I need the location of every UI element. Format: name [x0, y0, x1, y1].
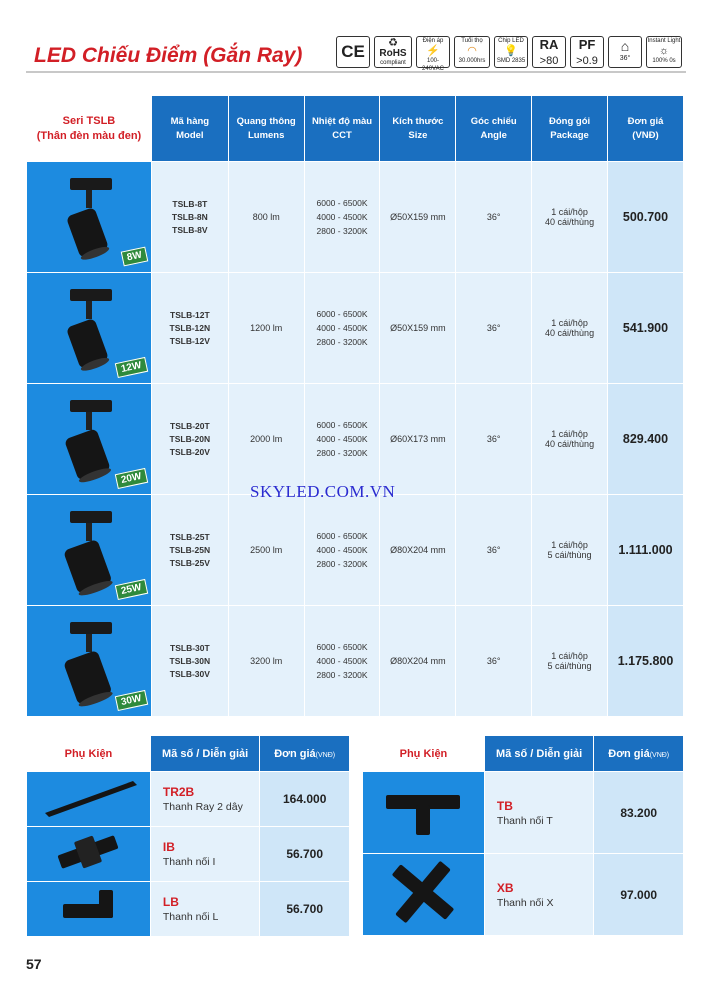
header-angle: Góc chiếu Angle: [456, 96, 532, 162]
header-price: Đơn giá(VNĐ): [594, 736, 684, 772]
angle-cell: 36°: [456, 162, 532, 273]
product-image: [27, 162, 152, 273]
size-cell: Ø50X159 mm: [380, 162, 456, 273]
lumens-cell: 2500 lm: [228, 495, 304, 606]
wattage-badge: 20W: [115, 468, 148, 489]
product-table: [26, 95, 684, 717]
size-cell: Ø80X204 mm: [380, 606, 456, 717]
accessories-header: [27, 736, 350, 772]
accessory-row: [363, 854, 684, 936]
accessory-image: [27, 772, 151, 827]
cct-cell: 6000 - 6500K 4000 - 4500K 2800 - 3200K: [304, 273, 380, 384]
pf-icon: PF >0.9: [570, 36, 604, 68]
series-header: Seri TSLB (Thân đèn màu đen): [27, 96, 152, 162]
accessories-table-right: [362, 735, 684, 936]
price-cell: 829.400: [608, 384, 684, 495]
model-cell: TSLB-12T TSLB-12N TSLB-12V: [151, 273, 228, 384]
package-cell: 1 cái/hộp 40 cái/thùng: [532, 384, 608, 495]
product-image: [27, 384, 152, 495]
rail-icon: [33, 775, 143, 819]
accessory-row: [27, 882, 350, 937]
accessory-row: [27, 827, 350, 882]
table-row: [27, 495, 684, 606]
header-model: Mã hàng Model: [151, 96, 228, 162]
wattage-badge: 30W: [115, 690, 148, 711]
accessory-image: [363, 854, 485, 936]
accessories-table-left: [26, 735, 350, 937]
accessory-row: [363, 772, 684, 854]
accessory-image: [27, 882, 151, 937]
chip-led-icon: Chip LED 💡 SMD 2835: [494, 36, 528, 68]
product-image: [27, 495, 152, 606]
angle-cell: 36°: [456, 606, 532, 717]
header-code: Mã số / Diễn giải: [150, 736, 259, 772]
cct-cell: 6000 - 6500K 4000 - 4500K 2800 - 3200K: [304, 384, 380, 495]
accessory-image: [27, 827, 151, 882]
package-cell: 1 cái/hộp 40 cái/thùng: [532, 273, 608, 384]
accessory-price: 83.200: [594, 772, 684, 854]
i-connector-icon: [33, 830, 143, 874]
accessories-header: [363, 736, 684, 772]
model-cell: TSLB-8T TSLB-8N TSLB-8V: [151, 162, 228, 273]
price-cell: 1.111.000: [608, 495, 684, 606]
accessory-desc: LB Thanh nối L: [150, 882, 259, 937]
table-row: [27, 606, 684, 717]
accessories-title: Phụ Kiện: [27, 736, 151, 772]
accessory-row: [27, 772, 350, 827]
cct-cell: 6000 - 6500K 4000 - 4500K 2800 - 3200K: [304, 162, 380, 273]
accessories-title: Phụ Kiện: [363, 736, 485, 772]
product-image: [27, 606, 152, 717]
x-connector-icon: [368, 855, 478, 929]
watermark: SKYLED.COM.VN: [250, 482, 396, 501]
price-cell: 1.175.800: [608, 606, 684, 717]
accessory-desc: XB Thanh nối X: [484, 854, 593, 936]
header-size: Kích thước Size: [380, 96, 456, 162]
accessory-desc: TB Thanh nối T: [484, 772, 593, 854]
voltage-icon: Điện áp ⚡ 100-240VAC: [416, 36, 450, 68]
cct-cell: 6000 - 6500K 4000 - 4500K 2800 - 3200K: [304, 495, 380, 606]
title-underline: [26, 71, 686, 73]
lumens-cell: 800 lm: [228, 162, 304, 273]
lumens-cell: 1200 lm: [228, 273, 304, 384]
price-cell: 541.900: [608, 273, 684, 384]
accessory-price: 97.000: [594, 854, 684, 936]
price-cell: 500.700: [608, 162, 684, 273]
instant-light-icon: Instant Light ☼ 100% 0s: [646, 36, 682, 68]
table-row: [27, 384, 684, 495]
table-row: [27, 162, 684, 273]
wattage-badge: 12W: [115, 357, 148, 378]
package-cell: 1 cái/hộp 5 cái/thùng: [532, 495, 608, 606]
package-cell: 1 cái/hộp 40 cái/thùng: [532, 162, 608, 273]
page-number: 57: [26, 956, 42, 972]
accessory-desc: IB Thanh nối I: [150, 827, 259, 882]
ra-icon: RA >80: [532, 36, 566, 68]
wattage-badge: 25W: [115, 579, 148, 600]
header-code: Mã số / Diễn giải: [484, 736, 593, 772]
page-title: LED Chiếu Điểm (Gắn Ray): [34, 44, 303, 67]
t-connector-icon: [368, 775, 478, 845]
cct-cell: 6000 - 6500K 4000 - 4500K 2800 - 3200K: [304, 606, 380, 717]
accessory-image: [363, 772, 485, 854]
lumens-cell: 2000 lm: [228, 384, 304, 495]
accessory-price: 56.700: [260, 827, 350, 882]
header-price: Đơn giá (VNĐ): [608, 96, 684, 162]
angle-cell: 36°: [456, 495, 532, 606]
wattage-badge: 8W: [121, 247, 149, 267]
page-header: [26, 30, 686, 74]
angle-cell: 36°: [456, 384, 532, 495]
beam-angle-icon: ⌂ 36°: [608, 36, 642, 68]
size-cell: Ø50X159 mm: [380, 273, 456, 384]
angle-cell: 36°: [456, 273, 532, 384]
lumens-cell: 3200 lm: [228, 606, 304, 717]
accessory-price: 56.700: [260, 882, 350, 937]
l-connector-icon: [33, 884, 143, 930]
header-lumens: Quang thông Lumens: [228, 96, 304, 162]
header-package: Đóng gói Package: [532, 96, 608, 162]
product-image: [27, 273, 152, 384]
table-header: [27, 96, 684, 162]
size-cell: Ø60X173 mm: [380, 384, 456, 495]
model-cell: TSLB-20T TSLB-20N TSLB-20V: [151, 384, 228, 495]
header-price: Đơn giá(VNĐ): [260, 736, 350, 772]
ce-cert-icon: CE: [336, 36, 370, 68]
header-cct: Nhiệt độ màu CCT: [304, 96, 380, 162]
rohs-cert-icon: ♻ RoHS compliant: [374, 36, 412, 68]
model-cell: TSLB-25T TSLB-25N TSLB-25V: [151, 495, 228, 606]
table-row: [27, 273, 684, 384]
accessory-price: 164.000: [260, 772, 350, 827]
package-cell: 1 cái/hộp 5 cái/thùng: [532, 606, 608, 717]
lifetime-icon: Tuổi thọ ◠ 30.000hrs: [454, 36, 490, 68]
model-cell: TSLB-30T TSLB-30N TSLB-30V: [151, 606, 228, 717]
accessory-desc: TR2B Thanh Ray 2 dây: [150, 772, 259, 827]
size-cell: Ø80X204 mm: [380, 495, 456, 606]
